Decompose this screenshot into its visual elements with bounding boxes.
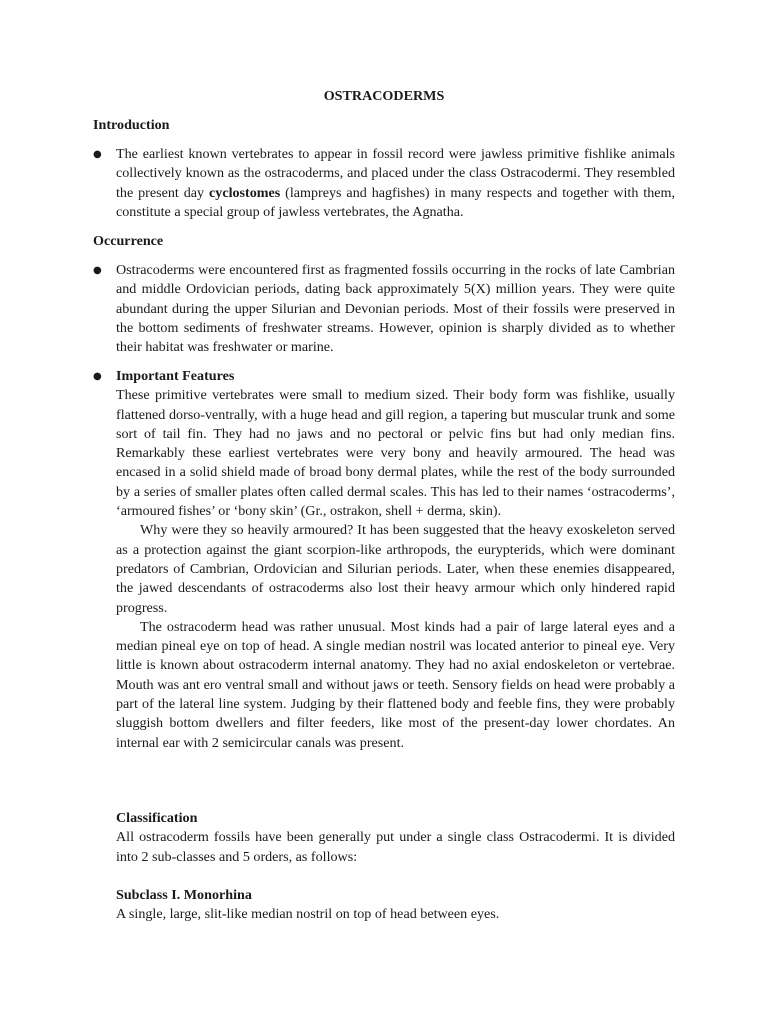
- features-paragraph-3: The ostracoderm head was rather unusual. Most kinds had a pair of large lateral eyes and a median pineal eye on top of head. A single median nostril was located anterior to pineal eye. Very little is known about ostracoderm internal anatomy. They had no axial endoskeleton or vertebrae. Mouth was ant ero ventral small and without jaws or teeth. Sensory fields on head were probably a part of the lateral line system. Judging by their flattened body and feeble fins, they were probably sluggish bottom dwellers and filter feeders, like most of the present-day lower chordates. An internal ear with 2 semicircular canals was present.: [116, 618, 675, 751]
- heading-occurrence: Occurrence: [93, 233, 164, 249]
- features-paragraph-1: These primitive vertebrates were small to medium sized. Their body form was fishlike, usually flattened dorso-ventrally, with a huge head and gill region, a tapering but muscular trunk and some sort of tail fin. They had no jaws and no pectoral or pelvic fins but had only median fins. Remarkably these earliest vertebrates were very bony and heavily armoured. The head was encased in a solid shield made of broad bony dermal plates, while the rest of the body surrounded by a series of smaller plates often called dermal scales. This has led to their names ‘ostracoderms’, ‘armoured fishes’ or ‘bony skin’ (Gr., ostrakon, shell + derma, skin).: [116, 387, 675, 520]
- introduction-text: The earliest known vertebrates to appear in fossil record were jawless primitive fishlike animals collectively known as the ostracoderms, and placed under the class Ostracodermi. They resembled the present day cyclostomes (lampreys and hagfishes) in many respects and together with them, constitute a special group of jawless vertebrates, the Agnatha.: [116, 146, 675, 220]
- heading-classification: Classification: [116, 810, 198, 826]
- bullet-icon: ●: [93, 265, 102, 276]
- features-section: [116, 367, 675, 753]
- features-paragraph-2: Why were they so heavily armoured? It has been suggested that the heavy exoskeleton served as a protection against the giant scorpion-like arthropods, the eurypterids, which were dominant predators of Cambrian, Ordovician and Silurian periods. Later, when these enemies disappeared, the jawed descendants of ostracoderms also lost their heavy armour which only hindered rapid progress.: [116, 522, 675, 616]
- heading-subclass-monorhina: Subclass I. Monorhina: [116, 887, 252, 903]
- page-title: OSTRACODERMS: [323, 88, 445, 104]
- classification-text: All ostracoderm fossils have been generally put under a single class Ostracodermi. It is divided into 2 sub-classes and 5 orders, as follows:: [116, 829, 675, 865]
- bullet-icon: ●: [93, 371, 102, 382]
- classification-section: [116, 809, 675, 867]
- features-bullet: [93, 367, 675, 753]
- bullet-icon: ●: [93, 149, 102, 160]
- heading-important-features: Important Features: [116, 368, 235, 384]
- cyclostomes-term: cyclostomes: [209, 184, 281, 201]
- introduction-bullet: [93, 145, 675, 222]
- subclass-text: A single, large, slit-like median nostril on top of head between eyes.: [116, 906, 500, 923]
- occurrence-bullet: [93, 261, 675, 357]
- heading-introduction: Introduction: [93, 117, 170, 133]
- subclass-section: [116, 886, 675, 925]
- occurrence-text: Ostracoderms were encountered first as fragmented fossils occurring in the rocks of late Cambrian and middle Ordovician periods, dating back approximately 5(X) million years. They were quite abundant during the upper Silurian and Devonian periods. Most of their fossils were preserved in the bottom sediments of freshwater streams. However, opinion is sharply divided as to whether their habitat was freshwater or marine.: [116, 262, 675, 356]
